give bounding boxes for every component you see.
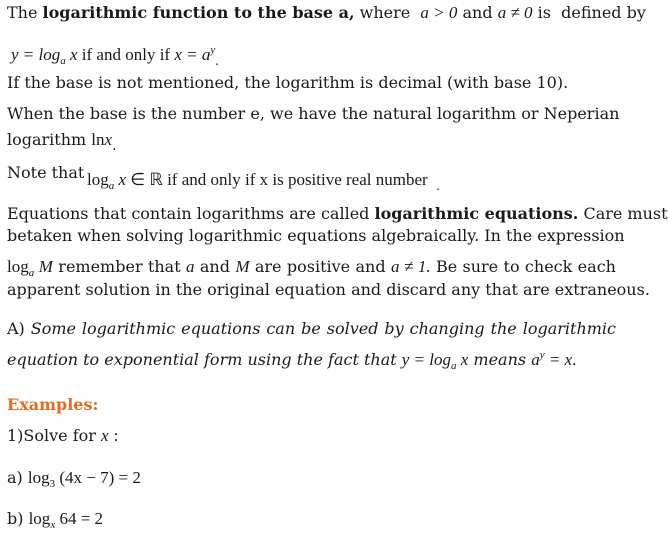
examples-heading: Examples: bbox=[7, 395, 99, 414]
solve-for-line: 1)Solve for x : bbox=[7, 426, 119, 445]
note-formula: $\log_a x$ ∈ ℝ if and only if x is positive real number $_.$ bbox=[87, 170, 440, 194]
equations-line2: betaken when solving logarithmic equations algebraically. In the expression bbox=[7, 226, 625, 245]
default-base-text: If the base is not mentioned, the logarithm is decimal (with base 10). bbox=[7, 73, 569, 92]
equations-line3: $\log_a M$ remember that a and M are positive and a ≠ 1. Be sure to check each bbox=[7, 257, 616, 279]
example-a: a) $\log_3 (4x - 7) = 2$ bbox=[7, 468, 141, 490]
bold-term: logarithmic function to the base a, bbox=[42, 3, 355, 22]
natural-log-text: When the base is the number e, we have the natural logarithm or Neperian bbox=[7, 104, 620, 123]
note-label: Note that bbox=[7, 163, 85, 182]
example-b: b) $\log_x 64 = 2$ bbox=[7, 509, 104, 531]
section-a-line1: A) Some logarithmic equations can be solved by changing the logarithmic bbox=[7, 319, 617, 338]
section-a-line2: equation to exponential form using the fact that $y = \log_a x$ means $a^y = x$. bbox=[7, 349, 577, 372]
equations-line1: Equations that contain logarithms are called logarithmic equations. Care must bbox=[7, 204, 668, 223]
equations-line4: apparent solution in the original equation and discard any that are extraneous. bbox=[7, 280, 650, 299]
natural-log-line2: logarithm lnx. bbox=[7, 130, 117, 154]
definition-formula: $y = \log_a x$ if and only if $x = a^y_.$ bbox=[11, 44, 219, 69]
bold-term: logarithmic equations. bbox=[374, 204, 579, 223]
definition-intro: The logarithmic function to the base a, where a > 0 and a ≠ 0 is defined by bbox=[7, 3, 646, 22]
